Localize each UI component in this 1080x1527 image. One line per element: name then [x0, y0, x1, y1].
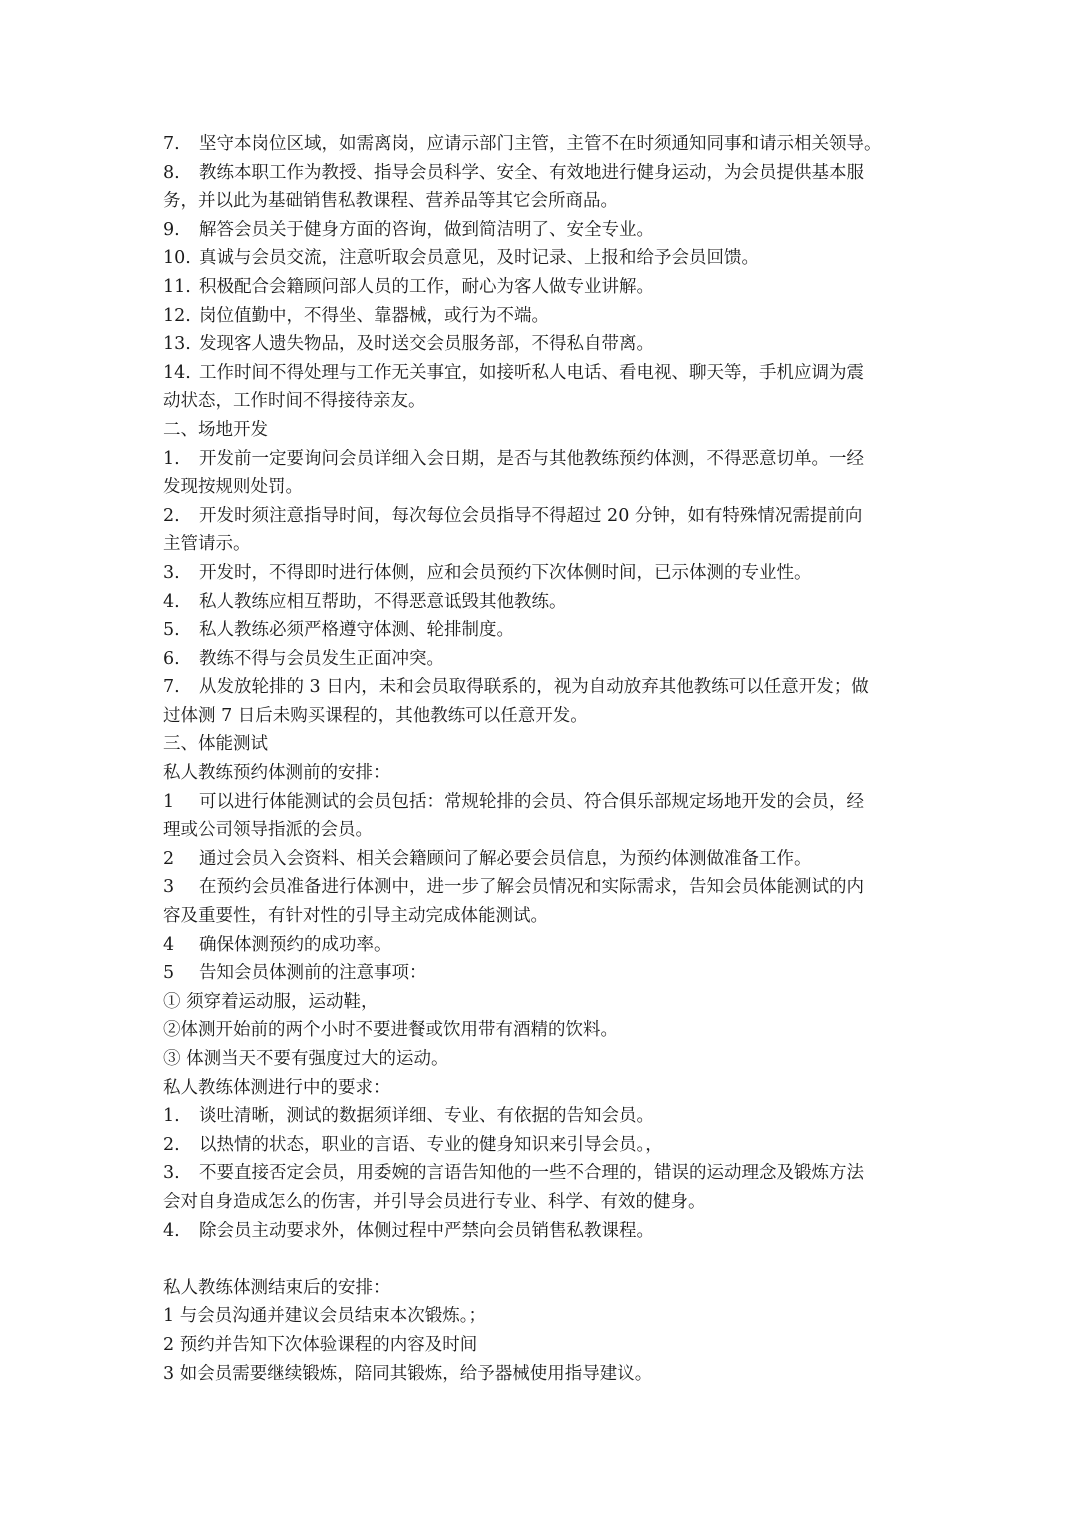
item-text: 发现客人遗失物品，及时送交会员服务部，不得私自带离。: [199, 334, 654, 355]
item-number: 4.: [163, 591, 180, 612]
item-text: 确保体测预约的成功率。: [199, 934, 392, 955]
item-number: 4: [163, 934, 175, 955]
item-number: 2.: [163, 1134, 180, 1155]
item-number: 10.: [163, 248, 191, 269]
item-text: 除会员主动要求外，体侧过程中严禁向会员销售私教课程。: [199, 1220, 654, 1241]
item-text: 不要直接否定会员，用委婉的言语告知他的一些不合理的，错误的运动理念及锻炼方法: [199, 1163, 864, 1184]
list-item: [163, 588, 918, 617]
item-text: 工作时间不得处理与工作无关事宜，如接听私人电话、看电视、聊天等，手机应调为震: [199, 362, 864, 383]
item-number: 6.: [163, 648, 180, 669]
item-number: 1.: [163, 1106, 180, 1127]
item-text: 积极配合会籍顾问部人员的工作，耐心为客人做专业讲解。: [199, 276, 654, 297]
list-item: 3 如会员需要继续锻炼，陪同其锻炼，给予器械使用指导建议。: [163, 1363, 653, 1384]
list-item: [163, 873, 918, 902]
item-continuation: 发现按规则处罚。: [163, 477, 303, 498]
rules-list: [163, 130, 918, 416]
list-item: [163, 645, 918, 674]
item-text: 私人教练必须严格遵守体测、轮排制度。: [199, 620, 514, 641]
item-text: 岗位值勤中，不得坐、靠器械，或行为不端。: [199, 305, 549, 326]
list-item: [163, 559, 918, 588]
item-number: 1.: [163, 448, 180, 469]
item-continuation: 理或公司领导指派的会员。: [163, 820, 373, 841]
item-continuation: 务，并以此为基础销售私教课程、营养品等其它会所商品。: [163, 191, 618, 212]
item-text: 告知会员体测前的注意事项：: [199, 963, 427, 984]
item-number: 5: [163, 963, 175, 984]
list-item: [163, 959, 918, 988]
item-number: 8.: [163, 162, 180, 183]
list-item: 1 与会员沟通并建议会员结束本次锻炼。；: [163, 1306, 486, 1327]
list-item: [163, 130, 918, 159]
section-heading: 二、场地开发: [163, 419, 268, 440]
subsection-heading: 私人教练预约体测前的安排：: [163, 763, 391, 784]
post-test-list: [163, 1302, 918, 1388]
item-number: 12.: [163, 305, 191, 326]
item-text: 开发时须注意指导时间，每次每位会员指导不得超过 20 分钟，如有特殊情况需提前向: [199, 505, 863, 526]
list-item: [163, 1102, 918, 1131]
item-text: 可以进行体能测试的会员包括：常规轮排的会员、符合俱乐部规定场地开发的会员，经: [199, 791, 864, 812]
item-number: 13.: [163, 334, 191, 355]
list-item: [163, 1131, 918, 1160]
list-item: [163, 244, 918, 273]
item-continuation: 会对自身造成怎么的伤害，并引导会员进行专业、科学、有效的健身。: [163, 1191, 706, 1212]
pre-test-list: [163, 788, 918, 1074]
list-item: [163, 216, 918, 245]
item-text: 开发前一定要询问会员详细入会日期，是否与其他教练预约体测，不得恶意切单。一经: [199, 448, 864, 469]
list-item: [163, 302, 918, 331]
item-text: 私人教练应相互帮助，不得恶意诋毁其他教练。: [199, 591, 567, 612]
list-item: [163, 445, 918, 474]
item-number: 3.: [163, 562, 180, 583]
item-continuation: 过体测 7 日后未购买课程的，其他教练可以任意开发。: [163, 705, 588, 726]
item-number: 11.: [163, 276, 191, 297]
note-line: ②体测开始前的两个小时不要进餐或饮用带有酒精的饮料。: [163, 1020, 618, 1041]
item-number: 14.: [163, 362, 191, 383]
item-text: 坚守本岗位区域，如需离岗，应请示部门主管，主管不在时须通知同事和请示相关领导。: [199, 134, 882, 154]
list-item: [163, 1159, 918, 1188]
item-text: 在预约会员准备进行体测中，进一步了解会员情况和实际需求，告知会员体能测试的内: [199, 877, 864, 898]
list-item: [163, 159, 918, 188]
item-text: 开发时，不得即时进行体侧，应和会员预约下次体侧时间，已示体测的专业性。: [199, 562, 812, 583]
list-item: [163, 673, 918, 702]
item-number: 3.: [163, 1163, 180, 1184]
list-item: [163, 359, 918, 388]
list-item: [163, 931, 918, 960]
list-item: [163, 502, 918, 531]
item-text: 解答会员关于健身方面的咨询，做到简洁明了、安全专业。: [199, 219, 654, 240]
item-text: 真诚与会员交流，注意听取会员意见，及时记录、上报和给予会员回馈。: [199, 248, 759, 269]
item-continuation: 动状态，工作时间不得接待亲友。: [163, 391, 426, 412]
item-text: 以热情的状态，职业的言语、专业的健身知识来引导会员。，: [199, 1134, 663, 1155]
blank-line: [163, 1245, 918, 1274]
subsection-heading: 私人教练体测结束后的安排：: [163, 1277, 391, 1298]
list-item: [163, 845, 918, 874]
subsection-heading: 私人教练体测进行中的要求：: [163, 1077, 391, 1098]
item-number: 3: [163, 877, 175, 898]
note-line: ③ 体测当天不要有强度过大的运动。: [163, 1049, 449, 1069]
during-test-list: [163, 1102, 918, 1245]
item-number: 1: [163, 791, 175, 812]
item-continuation: 容及重要性，有针对性的引导主动完成体能测试。: [163, 906, 548, 927]
list-item: [163, 330, 918, 359]
item-text: 谈吐清晰，测试的数据须详细、专业、有依据的告知会员。: [199, 1106, 654, 1127]
item-continuation: 主管请示。: [163, 534, 251, 555]
item-number: 5.: [163, 620, 180, 641]
item-number: 7.: [163, 134, 180, 154]
item-text: 教练本职工作为教授、指导会员科学、安全、有效地进行健身运动，为会员提供基本服: [199, 162, 864, 183]
list-item: [163, 273, 918, 302]
item-text: 从发放轮排的 3 日内，未和会员取得联系的，视为自动放弃其他教练可以任意开发；做: [199, 677, 869, 698]
list-item: [163, 788, 918, 817]
item-number: 2: [163, 848, 175, 869]
venue-development-list: [163, 445, 918, 731]
item-number: 9.: [163, 219, 180, 240]
item-number: 4.: [163, 1220, 180, 1241]
item-number: 2.: [163, 505, 180, 526]
item-text: 教练不得与会员发生正面冲突。: [199, 648, 444, 669]
section-heading: 三、体能测试: [163, 734, 268, 755]
document-page: [163, 130, 918, 1388]
list-item: [163, 616, 918, 645]
item-number: 7.: [163, 677, 180, 698]
note-line: ① 须穿着运动服，运动鞋，: [163, 991, 379, 1012]
list-item: 2 预约并告知下次体验课程的内容及时间: [163, 1334, 478, 1355]
list-item: [163, 1217, 918, 1246]
item-text: 通过会员入会资料、相关会籍顾问了解必要会员信息，为预约体测做准备工作。: [199, 848, 812, 869]
